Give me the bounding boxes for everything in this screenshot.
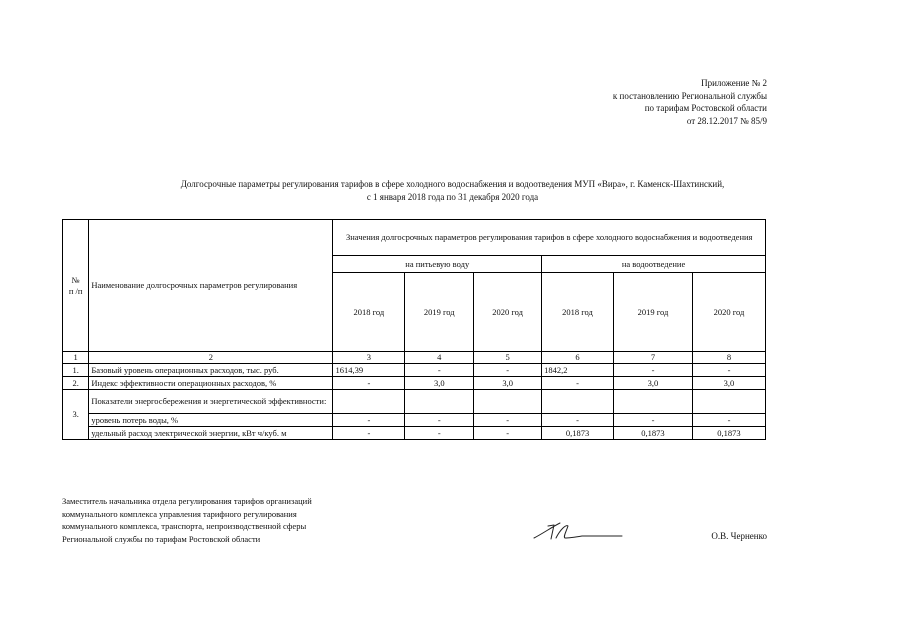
header-year: 2020 год bbox=[692, 273, 765, 352]
row-name: уровень потерь воды, % bbox=[89, 414, 333, 427]
row-value: - bbox=[474, 364, 542, 377]
appendix-line-4: от 28.12.2017 № 85/9 bbox=[686, 115, 767, 126]
footer-line-4: Региональной службы по тарифам Ростовской области bbox=[62, 533, 261, 544]
row-value: - bbox=[474, 427, 542, 440]
title-line-2: с 1 января 2018 года по 31 декабря 2020 года bbox=[366, 191, 539, 202]
parameters-table bbox=[62, 219, 766, 440]
row-value: - bbox=[405, 414, 474, 427]
header-sewer-group: на водоотведение bbox=[542, 256, 766, 273]
row-value: - bbox=[692, 414, 765, 427]
row-value: 1614,39 bbox=[333, 364, 405, 377]
appendix-line-3: по тарифам Ростовской области bbox=[644, 103, 767, 113]
row-value: - bbox=[542, 377, 614, 390]
col-number: 6 bbox=[542, 352, 614, 364]
header-year: 2019 год bbox=[405, 273, 474, 352]
empty-cell bbox=[542, 390, 614, 414]
header-water-group: на питьевую воду bbox=[333, 256, 542, 273]
row-name: удельный расход электрической энергии, кВт ч/куб. м bbox=[89, 427, 333, 440]
row-value: - bbox=[474, 414, 542, 427]
empty-cell bbox=[474, 390, 542, 414]
row-name: Базовый уровень операционных расходов, тыс. руб. bbox=[89, 364, 333, 377]
footer-position bbox=[62, 495, 312, 545]
header-year: 2019 год bbox=[613, 273, 692, 352]
row-value: - bbox=[405, 427, 474, 440]
col-number: 4 bbox=[405, 352, 474, 364]
row-value: 3,0 bbox=[692, 377, 765, 390]
table-row bbox=[63, 364, 766, 377]
table-row bbox=[63, 414, 766, 427]
appendix-header bbox=[507, 77, 767, 127]
row-value: - bbox=[613, 364, 692, 377]
row-value: 3,0 bbox=[405, 377, 474, 390]
table-row bbox=[63, 427, 766, 440]
signer-name: О.В. Черненко bbox=[711, 531, 767, 541]
row-name: Показатели энергосбережения и энергетической эффективности: bbox=[89, 390, 333, 414]
table-row bbox=[63, 377, 766, 390]
row-value: 0,1873 bbox=[542, 427, 614, 440]
title-line-1: Долгосрочные параметры регулирования тарифов в сфере холодного водоснабжения и водоотведения МУП «Вира», г. Каменск-Шахтинский, bbox=[180, 179, 725, 189]
appendix-line-1: Приложение № 2 bbox=[701, 78, 767, 88]
footer-line-2: коммунального комплекса управления тарифного регулирования bbox=[62, 508, 297, 519]
empty-cell bbox=[333, 390, 405, 414]
header-year: 2018 год bbox=[542, 273, 614, 352]
col-number: 8 bbox=[692, 352, 765, 364]
header-year: 2018 год bbox=[333, 273, 405, 352]
row-value: 0,1873 bbox=[613, 427, 692, 440]
header-values-group: Значения долгосрочных параметров регулирования тарифов в сфере холодного водоснабжения и водоотведения bbox=[333, 220, 766, 256]
row-value: 1842,2 bbox=[542, 364, 614, 377]
header-num: № п /п bbox=[63, 220, 89, 352]
col-number: 1 bbox=[63, 352, 89, 364]
col-number: 3 bbox=[333, 352, 405, 364]
row-value: 3,0 bbox=[613, 377, 692, 390]
col-number: 2 bbox=[89, 352, 333, 364]
row-value: - bbox=[405, 364, 474, 377]
empty-cell bbox=[405, 390, 474, 414]
header-name: Наименование долгосрочных параметров регулирования bbox=[89, 220, 333, 352]
col-number: 5 bbox=[474, 352, 542, 364]
empty-cell bbox=[692, 390, 765, 414]
row-value: 0,1873 bbox=[692, 427, 765, 440]
row-value: - bbox=[692, 364, 765, 377]
col-number: 7 bbox=[613, 352, 692, 364]
column-number-row bbox=[63, 352, 766, 364]
row-value: - bbox=[613, 414, 692, 427]
footer-line-1: Заместитель начальника отдела регулирования тарифов организаций bbox=[62, 496, 312, 506]
footer-line-3: коммунального комплекса, транспорта, непроизводственной сферы bbox=[62, 521, 307, 531]
row-num: 2. bbox=[63, 377, 89, 390]
appendix-line-2: к постановлению Региональной службы bbox=[612, 90, 767, 101]
row-value: - bbox=[333, 377, 405, 390]
handwritten-signature bbox=[530, 518, 625, 549]
empty-cell bbox=[613, 390, 692, 414]
row-num: 3. bbox=[63, 390, 89, 440]
document-title bbox=[90, 178, 815, 203]
row-num: 1. bbox=[63, 364, 89, 377]
row-value: 3,0 bbox=[474, 377, 542, 390]
row-value: - bbox=[542, 414, 614, 427]
table-row bbox=[63, 390, 766, 414]
row-value: - bbox=[333, 414, 405, 427]
row-value: - bbox=[333, 427, 405, 440]
row-name: Индекс эффективности операционных расходов, % bbox=[89, 377, 333, 390]
header-year: 2020 год bbox=[474, 273, 542, 352]
